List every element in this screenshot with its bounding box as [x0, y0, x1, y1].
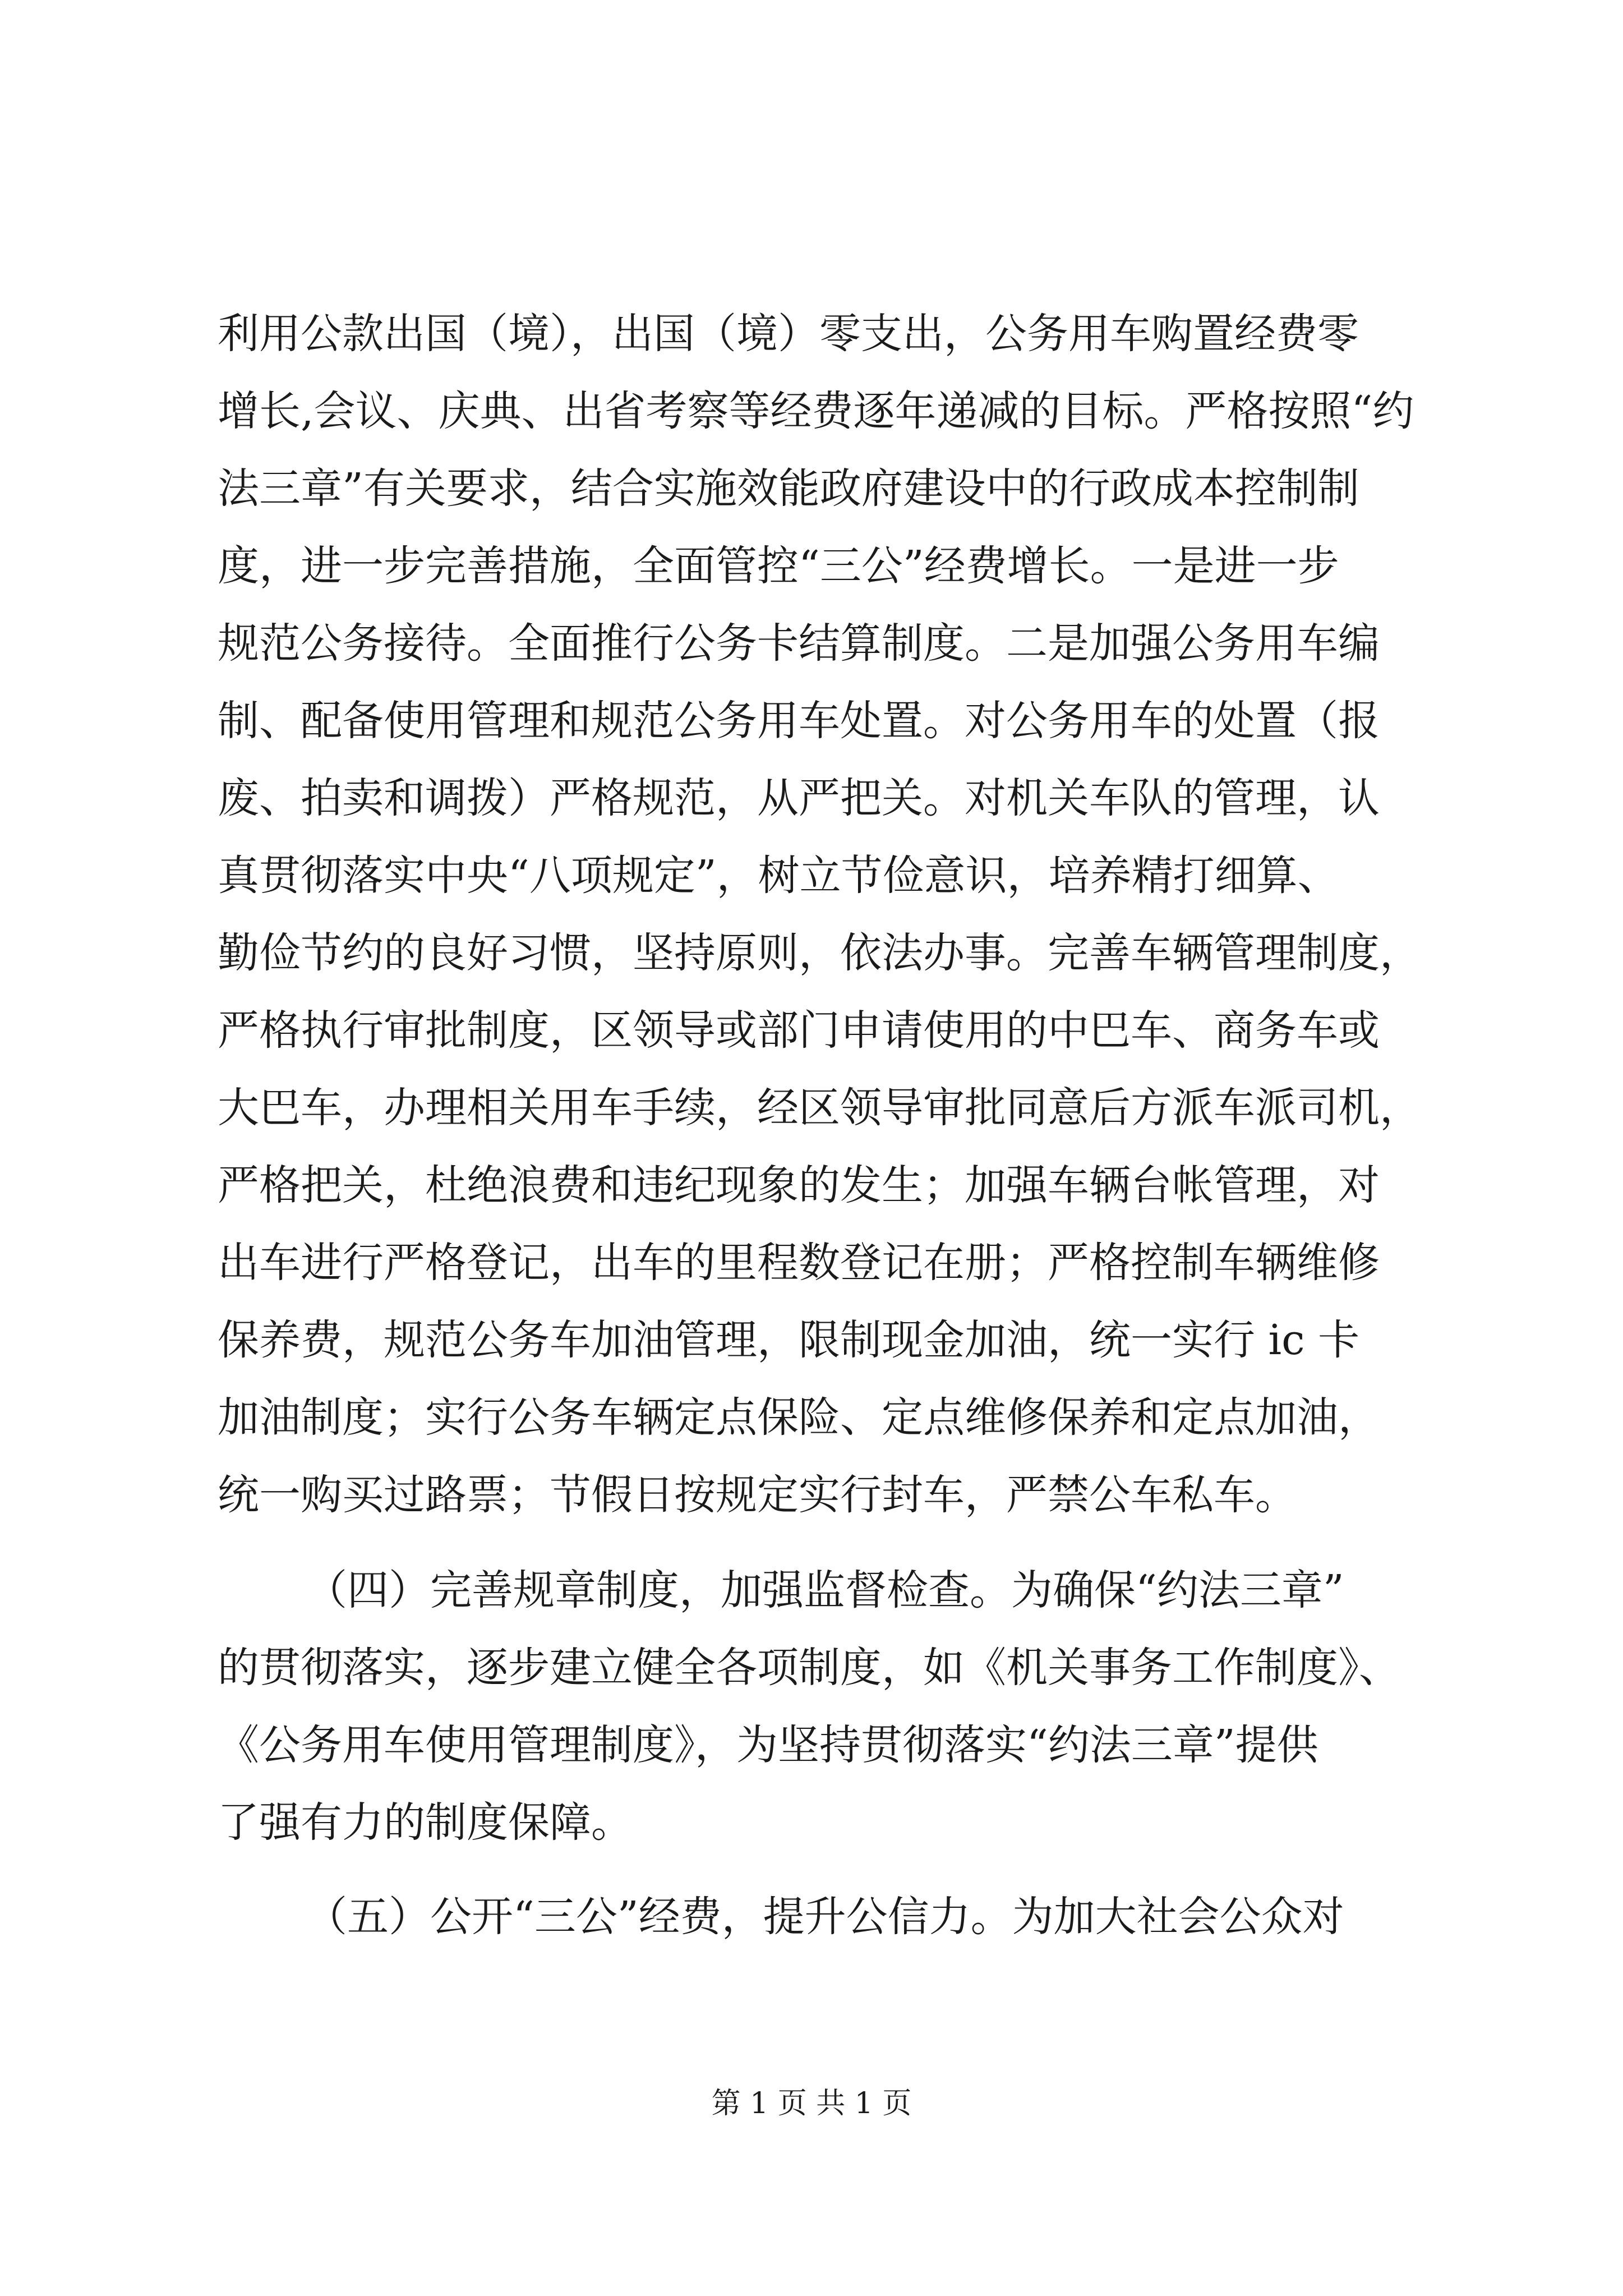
body-text-line: 严格执行审批制度，区领导或部门申请使用的中巴车、商务车或 [218, 1006, 1380, 1055]
body-text-line: 制、配备使用管理和规范公务用车处置。对公务用车的处置（报 [218, 697, 1380, 745]
body-text-line: 保养费，规范公务车加油管理，限制现金加油，统一实行 ic 卡 [218, 1316, 1360, 1364]
body-text-line: 增长,会议、庆典、出省考察等经费逐年递减的目标。严格按照“约 [218, 387, 1414, 435]
body-text-line: 严格把关，杜绝浪费和违纪现象的发生；加强车辆台帐管理，对 [218, 1161, 1380, 1209]
body-text-line: 《公务用车使用管理制度》，为坚持贯彻落实“约法三章”提供 [218, 1721, 1318, 1769]
body-text-line: 了强有力的制度保障。 [218, 1798, 633, 1847]
body-text-line: 度，进一步完善措施，全面管控“三公”经费增长。一是进一步 [218, 542, 1339, 590]
body-text-line: 利用公款出国（境），出国（境）零支出，公务用车购置经费零 [218, 310, 1359, 358]
body-text-line: 法三章”有关要求，结合实施效能政府建设中的行政成本控制制 [218, 464, 1359, 513]
body-text-line: 大巴车，办理相关用车手续，经区领导审批同意后方派车派司机， [218, 1084, 1421, 1132]
body-text-line: 出车进行严格登记，出车的里程数登记在册；严格控制车辆维修 [218, 1239, 1380, 1287]
page-number-footer: 第 1 页 共 1 页 [711, 2087, 912, 2120]
body-text-line: 规范公务接待。全面推行公务卡结算制度。二是加强公务用车编 [218, 619, 1380, 668]
body-text-line: 统一购买过路票；节假日按规定实行封车，严禁公车私车。 [218, 1471, 1297, 1519]
body-text-line: 废、拍卖和调拨）严格规范，从严把关。对机关车队的管理，认 [218, 774, 1380, 822]
body-text-line: 的贯彻落实，逐步建立健全各项制度，如《机关事务工作制度》、 [218, 1644, 1400, 1692]
section-heading-line: （五）公开“三公”经费，提升公信力。为加大社会公众对 [306, 1893, 1344, 1941]
body-text-line: 加油制度；实行公务车辆定点保险、定点维修保养和定点加油， [218, 1393, 1380, 1442]
body-text-line: 勤俭节约的良好习惯，坚持原则，依法办事。完善车辆管理制度， [218, 929, 1421, 977]
body-text-line: 真贯彻落实中央“八项规定”，树立节俭意识，培养精打细算、 [218, 852, 1339, 900]
section-heading-line: （四）完善规章制度，加强监督检查。为确保“约法三章” [306, 1566, 1344, 1614]
